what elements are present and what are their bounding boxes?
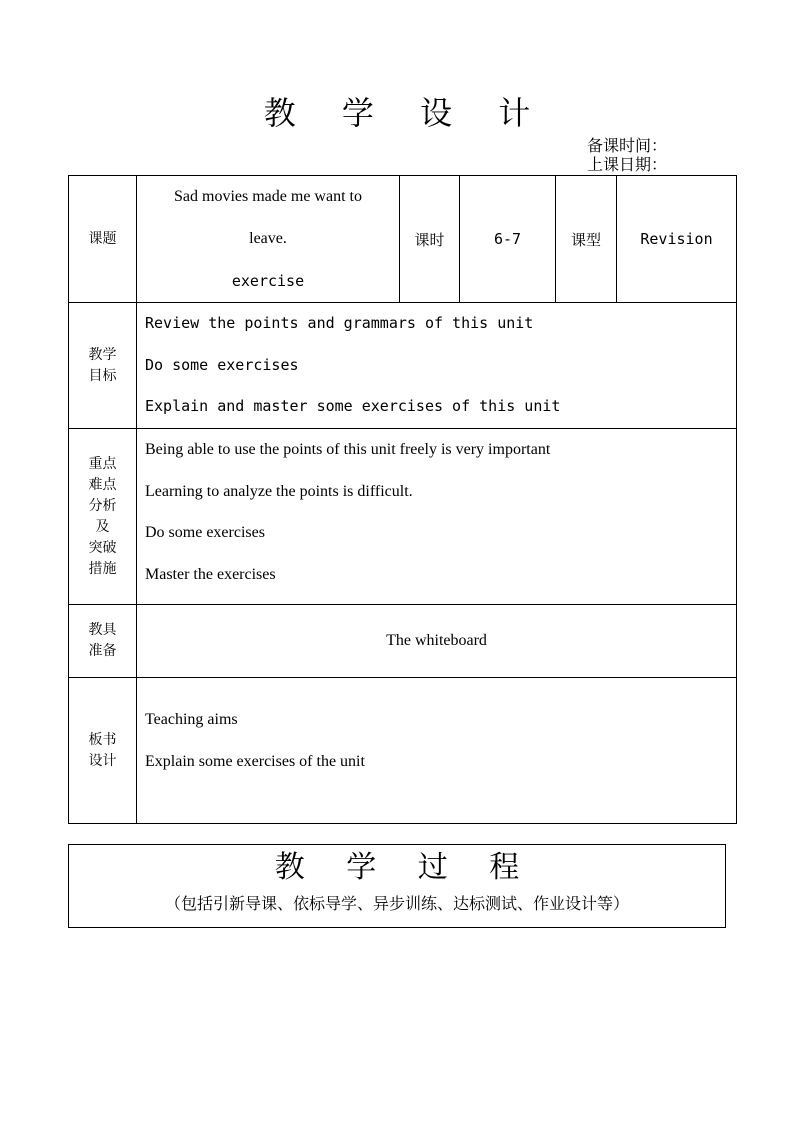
process-title: 教 学 过 程	[274, 850, 536, 885]
keypoint-item: Master the exercises	[145, 565, 276, 583]
keypoints-label-cell	[69, 429, 137, 605]
class-date-label: 上课日期：	[587, 155, 668, 174]
type-label: 课型	[570, 230, 601, 249]
objective-item: Explain and master some exercises of this unit	[145, 397, 561, 416]
board-cell	[137, 678, 737, 824]
topic-line-1: Sad movies made me want to	[174, 188, 362, 205]
prep-time-label: 备课时间：	[587, 136, 668, 155]
keypoint-item: Learning to analyze the points is difficult.	[145, 482, 413, 500]
board-row	[69, 678, 737, 824]
type-value: Revision	[640, 230, 713, 248]
lesson-plan-table	[68, 175, 737, 824]
tools-cell	[137, 605, 737, 678]
objectives-row	[69, 303, 737, 429]
process-subtitle: （包括引新导课、依标导学、异步训练、达标测试、作业设计等）	[164, 894, 629, 913]
keypoints-label-line: 突破	[88, 539, 117, 556]
topic-label: 课题	[88, 230, 117, 247]
period-value: 6-7	[493, 230, 522, 248]
tools-label-line-2: 准备	[88, 643, 117, 659]
objective-item: Do some exercises	[145, 355, 299, 374]
keypoints-label-line: 及	[95, 518, 110, 535]
topic-line-3: exercise	[231, 272, 305, 290]
keypoint-item: Do some exercises	[145, 524, 265, 542]
objectives-cell	[137, 303, 737, 429]
board-label-line-1: 板书	[88, 731, 117, 748]
teaching-process-box	[68, 844, 726, 928]
keypoints-label-line: 分析	[88, 497, 117, 514]
objectives-label-cell	[69, 303, 137, 429]
board-label-line-2: 设计	[88, 752, 117, 769]
board-item: Teaching aims	[145, 711, 238, 728]
tools-value: The whiteboard	[386, 632, 487, 649]
objective-item: Review the points and grammars of this unit	[145, 314, 534, 332]
period-label-cell	[400, 176, 460, 303]
keypoints-label-line: 难点	[88, 476, 117, 493]
type-label-cell	[556, 176, 617, 303]
page-title: 教 学 设 计	[263, 94, 549, 132]
tools-row	[69, 605, 737, 678]
topic-row	[69, 176, 737, 303]
topic-line-2: leave.	[249, 230, 287, 247]
objectives-label-line-2: 目标	[88, 367, 117, 384]
tools-label-cell	[69, 605, 137, 678]
type-value-cell	[617, 176, 737, 303]
period-label: 课时	[414, 230, 445, 249]
board-label-cell	[69, 678, 137, 824]
board-item: Explain some exercises of the unit	[145, 752, 365, 770]
keypoints-cell	[137, 429, 737, 605]
objectives-label-line-1: 教学	[88, 346, 117, 363]
keypoint-item: Being able to use the points of this unit freely is very important	[145, 441, 551, 458]
topic-cell	[137, 176, 400, 303]
topic-label-cell	[69, 176, 137, 303]
keypoints-row	[69, 429, 737, 605]
tools-label-line-1: 教具	[88, 622, 117, 638]
keypoints-label-line: 重点	[88, 455, 117, 472]
keypoints-label-line: 措施	[88, 560, 117, 577]
period-value-cell	[460, 176, 556, 303]
